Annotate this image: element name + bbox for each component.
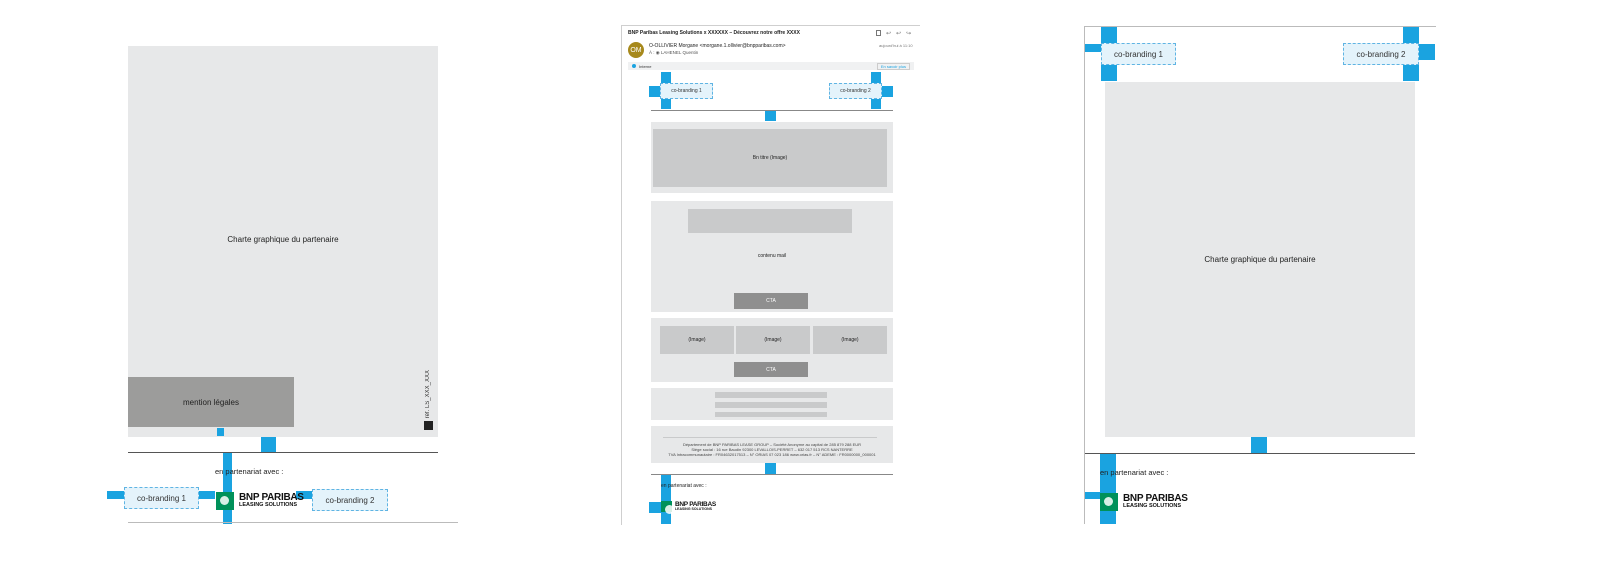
reference-text: réf. LS_XXX_XXX [425,369,431,418]
email-frame-left [621,25,622,525]
partnership-label: en partenariat avec : [215,467,284,476]
reply-all-icon[interactable]: ↩ [896,31,902,37]
image-tile-3 [813,326,887,354]
hero-image-label: Bn titre (Image) [752,155,788,161]
sender-avatar: OM [628,42,644,58]
bnp-mark-icon [1100,493,1118,511]
bnp-mark-icon [216,492,234,510]
classification-label: Interne [639,63,652,69]
image-tile-3-label: (Image) [841,337,859,343]
spacing-marker [107,491,125,499]
image-tile-2-label: (Image) [764,337,782,343]
forward-icon[interactable]: ↪ [906,31,912,37]
frame-left [1084,26,1085,524]
attachment-icon[interactable] [876,30,881,36]
spacing-marker [223,453,232,524]
image-tile-1-label: (Image) [688,337,706,343]
classification-banner [628,62,914,70]
right-cobranding-2-slot [1343,43,1419,65]
bnp-logo-name: BNP PARIBAS [675,500,716,508]
info-icon [632,64,636,68]
partner-chart-label: Charte graphique du partenaire [227,235,339,244]
legal-mention-box [128,377,294,427]
footer-text [651,442,893,457]
bnp-mark-icon [661,501,672,512]
bnp-logo-sub: LEASING SOLUTIONS [675,507,712,511]
cobranding-1-slot [124,487,199,509]
email-time: aujourd'hui à 11:10 [879,43,913,48]
bnp-logo-sub: LEASING SOLUTIONS [239,502,298,509]
cobranding-2-label: co-branding 2 [325,495,375,505]
right-cobranding-2-label: co-branding 2 [1356,49,1406,59]
image-tile-1 [660,326,734,354]
spacing-marker [765,111,776,121]
cta-button-1-label: CTA [766,298,776,304]
right-partner-chart-label: Charte graphique du partenaire [1204,255,1316,264]
spacing-marker [1419,44,1435,60]
text-line-placeholder [715,402,827,408]
email-subject: BNP Paribas Leasing Solutions x XXXXXX – Découvrez notre offre XXXX [628,30,800,36]
footer-line-1: Département de BNP PARIBAS LEASE GROUP – Société Anonyme au capital de 285 879 288 EUR [682,442,862,447]
bnp-logo-sub: LEASING SOLUTIONS [1123,503,1182,510]
spacing-marker [649,86,660,97]
spacing-marker [661,72,671,83]
spacing-marker [1085,492,1100,499]
spacing-marker [882,86,893,97]
reply-icon[interactable]: ↩ [886,31,892,37]
bottom-line [128,522,458,523]
email-cobranding-1-label: co-branding 1 [671,88,702,94]
spacing-marker [649,502,661,513]
spacing-marker [261,437,276,452]
footer-line-2: Siège social : 16 rue Baudin 92300 LEVALLOIS-PERRET – 632 017 513 RCS NANTERRE [691,447,853,452]
email-cobranding-2-label: co-branding 2 [840,88,871,94]
spacing-marker [1101,27,1117,43]
spacing-marker [1251,437,1267,453]
right-partnership-label: en partenariat avec : [1100,468,1169,477]
spacing-marker [1403,65,1419,81]
cobranding-2-slot [312,489,388,511]
spacing-marker [661,98,671,109]
right-bnp-logo [1100,493,1188,511]
email-from: O-OLLIVIER Morgane <morgane.1.ollivier@bnpparibas.com> [649,43,786,49]
right-divider-line [1085,453,1415,454]
content-label: contenu mail [757,253,787,259]
bnp-logo [216,492,304,510]
email-bnp-logo [661,501,716,512]
spacing-marker [1100,454,1116,524]
text-line-placeholder [715,412,827,417]
footer-divider [663,437,877,438]
spacing-marker [217,428,224,436]
spacing-marker [871,98,881,109]
email-frame-top [621,25,920,26]
divider-line [128,452,438,453]
hero-image [653,129,887,187]
frame-top [1084,26,1436,27]
printer-icon [424,421,433,430]
email-cobranding-2-slot [829,83,882,99]
legal-mention-label: mention légales [182,397,240,407]
spacing-marker [199,491,215,499]
email-actions [876,30,911,37]
cta-button-1[interactable] [734,293,808,309]
cta-button-2-label: CTA [766,366,776,373]
bnp-logo-name: BNP PARIBAS [1123,493,1188,505]
learn-more-link[interactable]: En savoir plus [877,63,910,70]
image-tile-2 [736,326,810,354]
footer-line-3: TVA Intracommunautaire : FR04632017513 – N° ORIAS 07 023 186 www.orias.fr – N° ADEME : FR0000000_000001 [668,452,876,457]
spacing-marker [1085,44,1101,52]
right-partner-chart-area [1105,82,1415,437]
text-line-placeholder [715,392,827,398]
cobranding-1-label: co-branding 1 [137,493,186,503]
email-to: À : ◉ LAHENEL Quentin [649,50,699,55]
cta-button-2[interactable] [734,362,808,377]
content-header-bar [688,209,852,233]
reference-vertical [423,352,433,430]
spacing-marker [765,463,776,474]
bnp-logo-name: BNP PARIBAS [239,492,304,504]
footer-bottom-line [651,474,893,475]
right-cobranding-1-slot [1101,43,1176,65]
email-partnership-label: en partenariat avec : [661,483,707,489]
email-cobranding-1-slot [660,83,713,99]
right-cobranding-1-label: co-branding 1 [1114,49,1163,59]
spacing-marker [1403,27,1419,43]
spacing-marker [1101,65,1117,81]
spacing-marker [871,72,881,83]
